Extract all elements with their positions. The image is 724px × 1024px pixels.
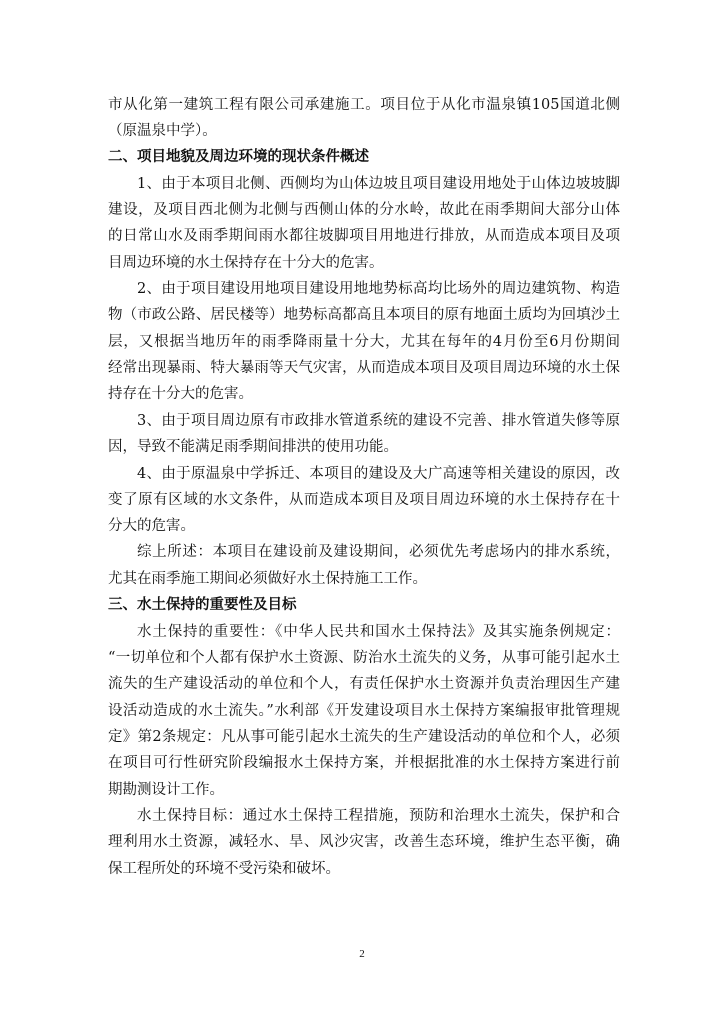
paragraph-4-line: 分大的危害。 bbox=[108, 518, 195, 534]
importance-line: 定》第2条规定：凡从事可能引起水土流失的生产建设活动的单位和个人，必须 bbox=[108, 729, 620, 745]
paragraph-4-line: 4、由于原温泉中学拆迁、本项目的建设及大广高速等相关建设的原因，改 bbox=[137, 466, 620, 482]
paragraph-3-line: 因，导致不能满足雨季期间排洪的使用功能。 bbox=[108, 439, 398, 455]
paragraph-2-line: 2、由于项目建设用地项目建设用地地势标高均比场外的周边建筑物、构造 bbox=[137, 281, 620, 297]
objective-line: 水土保持目标：通过水土保持工程措施，预防和治理水土流失，保护和合 bbox=[137, 808, 620, 824]
importance-line: 期勘测设计工作。 bbox=[108, 782, 224, 798]
paragraph-1-line: 目周边环境的水土保持存在十分大的危害。 bbox=[108, 255, 384, 271]
section-heading-3: 三、水土保持的重要性及目标 bbox=[108, 597, 297, 613]
importance-line: 设活动造成的水土流失。”水利部《开发建设项目水土保持方案编报审批管理规 bbox=[108, 703, 620, 719]
page-number: 2 bbox=[359, 948, 365, 960]
importance-line: 水土保持的重要性：《中华人民共和国水土保持法》及其实施条例规定： bbox=[137, 624, 620, 640]
importance-line: 流失的生产建设活动的单位和个人，有责任保护水土资源并负责治理因生产建 bbox=[108, 676, 620, 692]
importance-line: 在项目可行性研究阶段编报水土保持方案，并根据批准的水土保持方案进行前 bbox=[108, 755, 620, 771]
body-text-line: 市从化第一建筑工程有限公司承建施工。项目位于从化市温泉镇105国道北侧 bbox=[108, 97, 620, 113]
paragraph-1-line: 1、由于本项目北侧、西侧均为山体边坡且项目建设用地处于山体边坡坡脚 bbox=[137, 176, 620, 192]
summary-line: 综上所述：本项目在建设前及建设期间，必须优先考虑场内的排水系统， bbox=[137, 544, 620, 560]
paragraph-2-line: 经常出现暴雨、特大暴雨等天气灾害，从而造成本项目及项目周边环境的水土保 bbox=[108, 360, 620, 376]
body-text-line: （原温泉中学）。 bbox=[108, 123, 217, 139]
importance-line: “一切单位和个人都有保护水土资源、防治水土流失的义务，从事可能引起水土 bbox=[108, 650, 620, 666]
paragraph-3-line: 3、由于项目周边原有市政排水管道系统的建设不完善、排水管道失修等原 bbox=[137, 413, 620, 429]
paragraph-1-line: 的日常山水及雨季期间雨水都往坡脚项目用地进行排放，从而造成本项目及项 bbox=[108, 228, 620, 244]
objective-line: 理利用水土资源，减轻水、旱、风沙灾害，改善生态环境，维护生态平衡，确 bbox=[108, 834, 620, 850]
paragraph-2-line: 持存在十分大的危害。 bbox=[108, 386, 253, 402]
paragraph-2-line: 层，又根据当地历年的雨季降雨量十分大，尤其在每年的4月份至6月份期间 bbox=[108, 334, 620, 350]
paragraph-4-line: 变了原有区域的水文条件，从而造成本项目及项目周边环境的水土保持存在十 bbox=[108, 492, 620, 508]
summary-line: 尤其在雨季施工期间必须做好水土保持施工工作。 bbox=[108, 571, 427, 587]
objective-line: 保工程所处的环境不受污染和破坏。 bbox=[108, 861, 340, 877]
paragraph-1-line: 建设，及项目西北侧为北侧与西侧山体的分水岭，故此在雨季期间大部分山体 bbox=[108, 202, 620, 218]
section-heading-2: 二、项目地貌及周边环境的现状条件概述 bbox=[108, 149, 369, 165]
paragraph-2-line: 物（市政公路、居民楼等）地势标高都高且本项目的原有地面土质均为回填沙土 bbox=[108, 307, 620, 323]
